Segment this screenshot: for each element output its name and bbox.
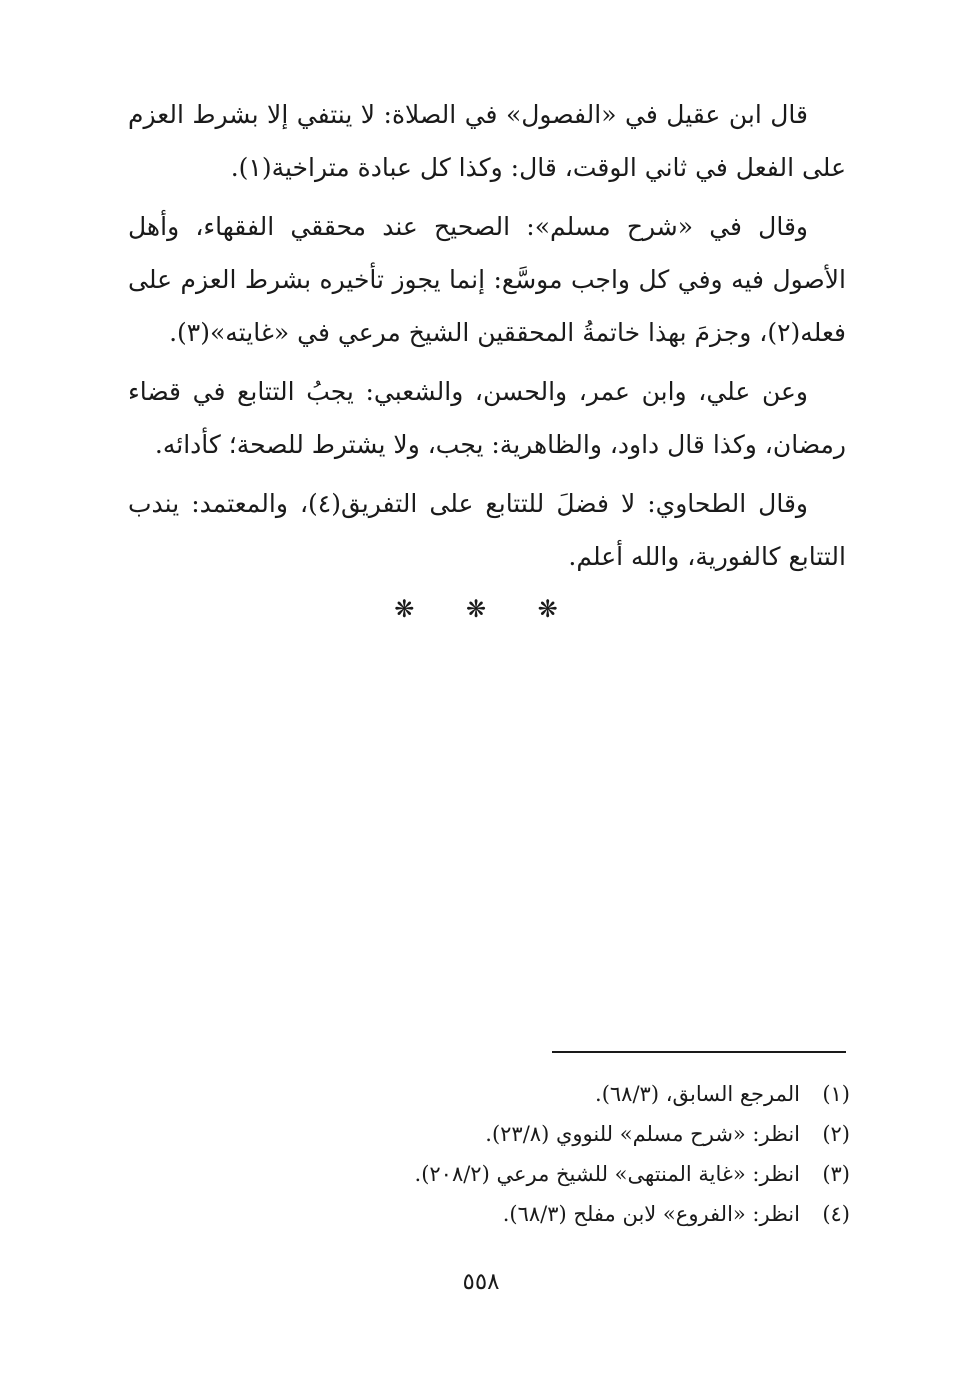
footnote-text: انظر: «الفروع» لابن مفلح (٦٨/٣). [502, 1202, 800, 1226]
footnote-number: (٣) [822, 1162, 850, 1186]
footnote-item [200, 1074, 850, 1114]
footnote-item [200, 1194, 850, 1234]
footnote-item [200, 1114, 850, 1154]
footnotes [200, 1074, 850, 1234]
paragraph: وعن علي، وابن عمر، والحسن، والشعبي: يجبُ التتابع في قضاء رمضان، وكذا قال داود، والظاهرية: يجب، ولا يشترط للصحة؛ كأدائه. [128, 377, 846, 459]
main-text [128, 88, 846, 629]
footnote-text: انظر: «غاية المنتهى» للشيخ مرعي (٢٠٨/٢). [414, 1162, 800, 1186]
section-separator: ❋ ❋ ❋ [394, 595, 580, 623]
footnote-number: (١) [822, 1082, 850, 1106]
footnote-number: (٢) [822, 1122, 850, 1146]
footnote-item [200, 1154, 850, 1194]
footnote-number: (٤) [822, 1202, 850, 1226]
paragraph: قال ابن عقيل في «الفصول» في الصلاة: لا ينتفي إلا بشرط العزم على الفعل في ثاني الوقت، قال: وكذا كل عبادة متراخية(١). [128, 100, 846, 182]
paragraph: وقال في «شرح مسلم»: الصحيح عند محققي الفقهاء، وأهل الأصول فيه وفي كل واجب موسَّع: إنما يجوز تأخيره بشرط العزم على فعله(٢)، وجزمَ بهذا خاتمةُ المحققين الشيخ مرعي في «غايته»(٣). [128, 212, 846, 347]
paragraph: وقال الطحاوي: لا فضلَ للتتابع على التفريق(٤)، والمعتمد: يندب التتابع كالفورية، والله أعلم. [128, 489, 846, 571]
footnote-divider [552, 1051, 846, 1053]
footnote-text: انظر: «شرح مسلم» للنووي (٢٣/٨). [485, 1122, 800, 1146]
page-number: ٥٥٨ [462, 1269, 500, 1295]
footnote-text: المرجع السابق، (٦٨/٣). [595, 1082, 800, 1106]
